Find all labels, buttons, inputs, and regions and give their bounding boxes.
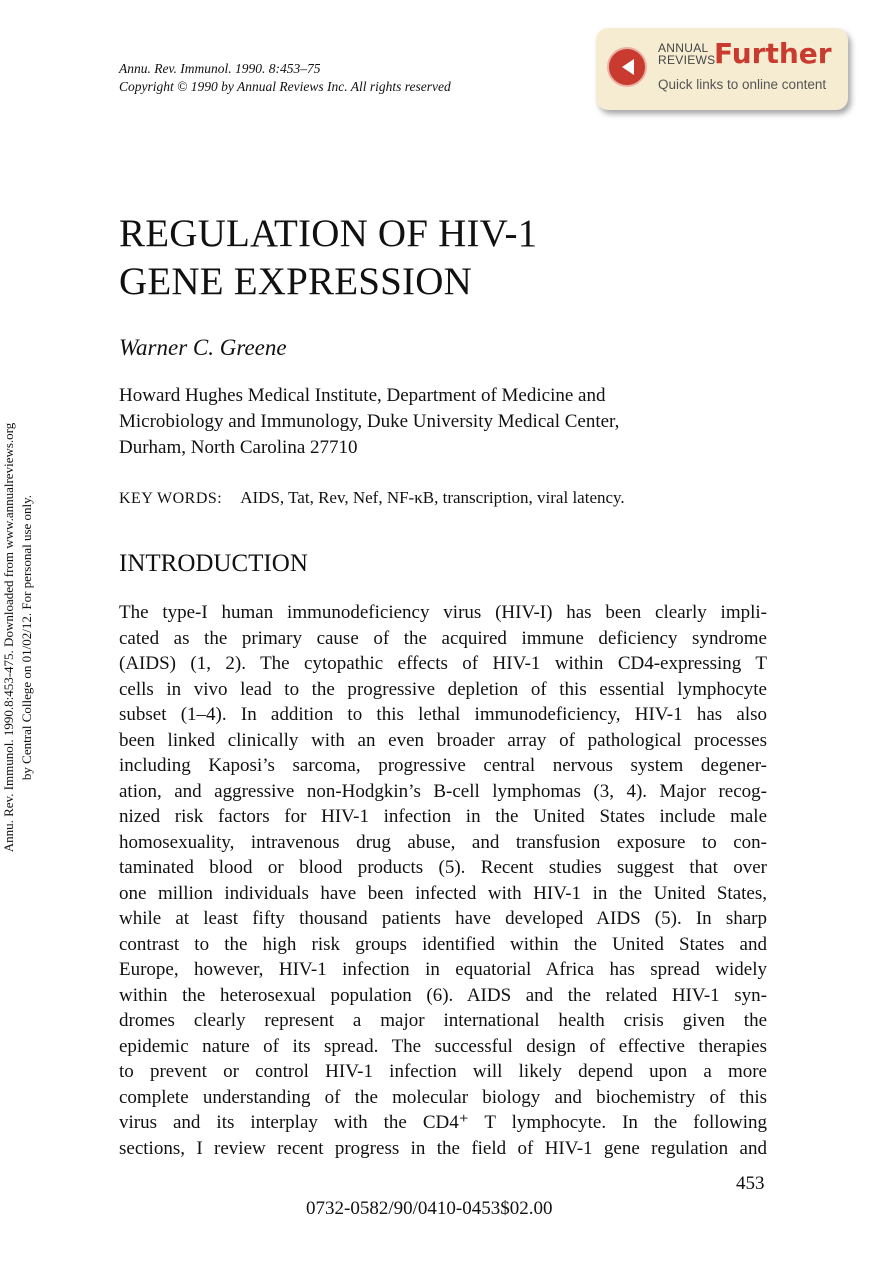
- affiliation-line-3: Durham, North Carolina 27710: [119, 437, 358, 458]
- badge-reviews: REVIEWS: [658, 53, 716, 67]
- journal-line-1: Annu. Rev. Immunol. 1990. 8:453–75: [119, 61, 321, 76]
- body-line: complete understanding of the molecular biology and biochemistry of this: [119, 1086, 767, 1108]
- page-number: 453: [736, 1173, 765, 1194]
- badge-tagline: Quick links to online content: [658, 77, 827, 92]
- section-heading: INTRODUCTION: [119, 550, 308, 577]
- body-line: taminated blood or blood products (5). Recent studies suggest that over: [119, 857, 767, 878]
- body-text: [119, 600, 767, 1161]
- body-line: dromes clearly represent a major international health crisis given the: [119, 1010, 767, 1031]
- body-line: contrast to the high risk groups identified within the United States and: [119, 933, 767, 955]
- body-line: ation, and aggressive non-Hodgkin’s B-cell lymphomas (3, 4). Major recog-: [119, 780, 767, 802]
- affiliation-line-1: Howard Hughes Medical Institute, Department of Medicine and: [119, 385, 606, 406]
- badge-annual: ANNUAL: [658, 41, 709, 55]
- price-code: 0732-0582/90/0410-0453$02.00: [306, 1198, 553, 1219]
- body-line: homosexuality, intravenous drug abuse, and transfusion exposure to con-: [119, 831, 767, 853]
- body-line: one million individuals have been infected with HIV-1 in the United States,: [119, 882, 767, 904]
- journal-citation: [119, 60, 451, 96]
- download-notice-line-2: by Central College on 01/02/12. For personal use only.: [19, 494, 34, 781]
- body-line: epidemic nature of its spread. The successful design of effective therapies: [119, 1035, 767, 1057]
- body-line: within the heterosexual population (6). AIDS and the related HIV-1 syn-: [119, 984, 767, 1006]
- title-line-1: REGULATION OF HIV-1: [119, 212, 538, 255]
- journal-line-2: Copyright © 1990 by Annual Reviews Inc. All rights reserved: [119, 79, 451, 94]
- badge-further: Further: [714, 37, 832, 70]
- keywords-label: KEY WORDS:: [119, 490, 223, 507]
- body-line: Europe, however, HIV-1 infection in equatorial Africa has spread widely: [119, 959, 767, 980]
- body-line: (AIDS) (1, 2). The cytopathic effects of HIV-1 within CD4-expressing T: [119, 653, 767, 674]
- body-line: while at least fifty thousand patients have developed AIDS (5). In sharp: [119, 908, 767, 929]
- body-line: virus and its interplay with the CD4⁺ T lymphocyte. In the following: [119, 1112, 767, 1133]
- further-badge[interactable]: [596, 28, 848, 110]
- body-line: nized risk factors for HIV-1 infection in the United States include male: [119, 806, 767, 827]
- author-name: Warner C. Greene: [119, 335, 287, 360]
- keywords: [119, 488, 625, 508]
- body-line: subset (1–4). In addition to this lethal immunodeficiency, HIV-1 has also: [119, 704, 767, 725]
- affiliation: [119, 383, 619, 461]
- body-line: been linked clinically with an even broader array of pathological processes: [119, 729, 767, 751]
- affiliation-line-2: Microbiology and Immunology, Duke University Medical Center,: [119, 411, 620, 432]
- body-line: The type-I human immunodeficiency virus (HIV-I) has been clearly impli-: [119, 602, 767, 623]
- download-notice-line-1: Annu. Rev. Immunol. 1990.8:453-475. Downloaded from www.annualreviews.org: [1, 422, 16, 853]
- keywords-list: AIDS, Tat, Rev, Nef, NF-κB, transcription, viral latency.: [240, 488, 625, 507]
- article-title: [119, 210, 537, 306]
- body-line: to prevent or control HIV-1 infection will likely depend upon a more: [119, 1061, 767, 1082]
- download-notice: [0, 360, 48, 915]
- body-line: sections, I review recent progress in the field of HIV-1 gene regulation and: [119, 1137, 767, 1159]
- body-line: including Kaposi’s sarcoma, progressive central nervous system degener-: [119, 755, 767, 776]
- badge-annual-reviews: [658, 42, 715, 66]
- title-line-2: GENE EXPRESSION: [119, 260, 472, 303]
- body-line: cells in vivo lead to the progressive depletion of this essential lymphocyte: [119, 678, 767, 700]
- body-line: cated as the primary cause of the acquired immune deficiency syndrome: [119, 627, 767, 649]
- play-left-icon: [607, 47, 647, 87]
